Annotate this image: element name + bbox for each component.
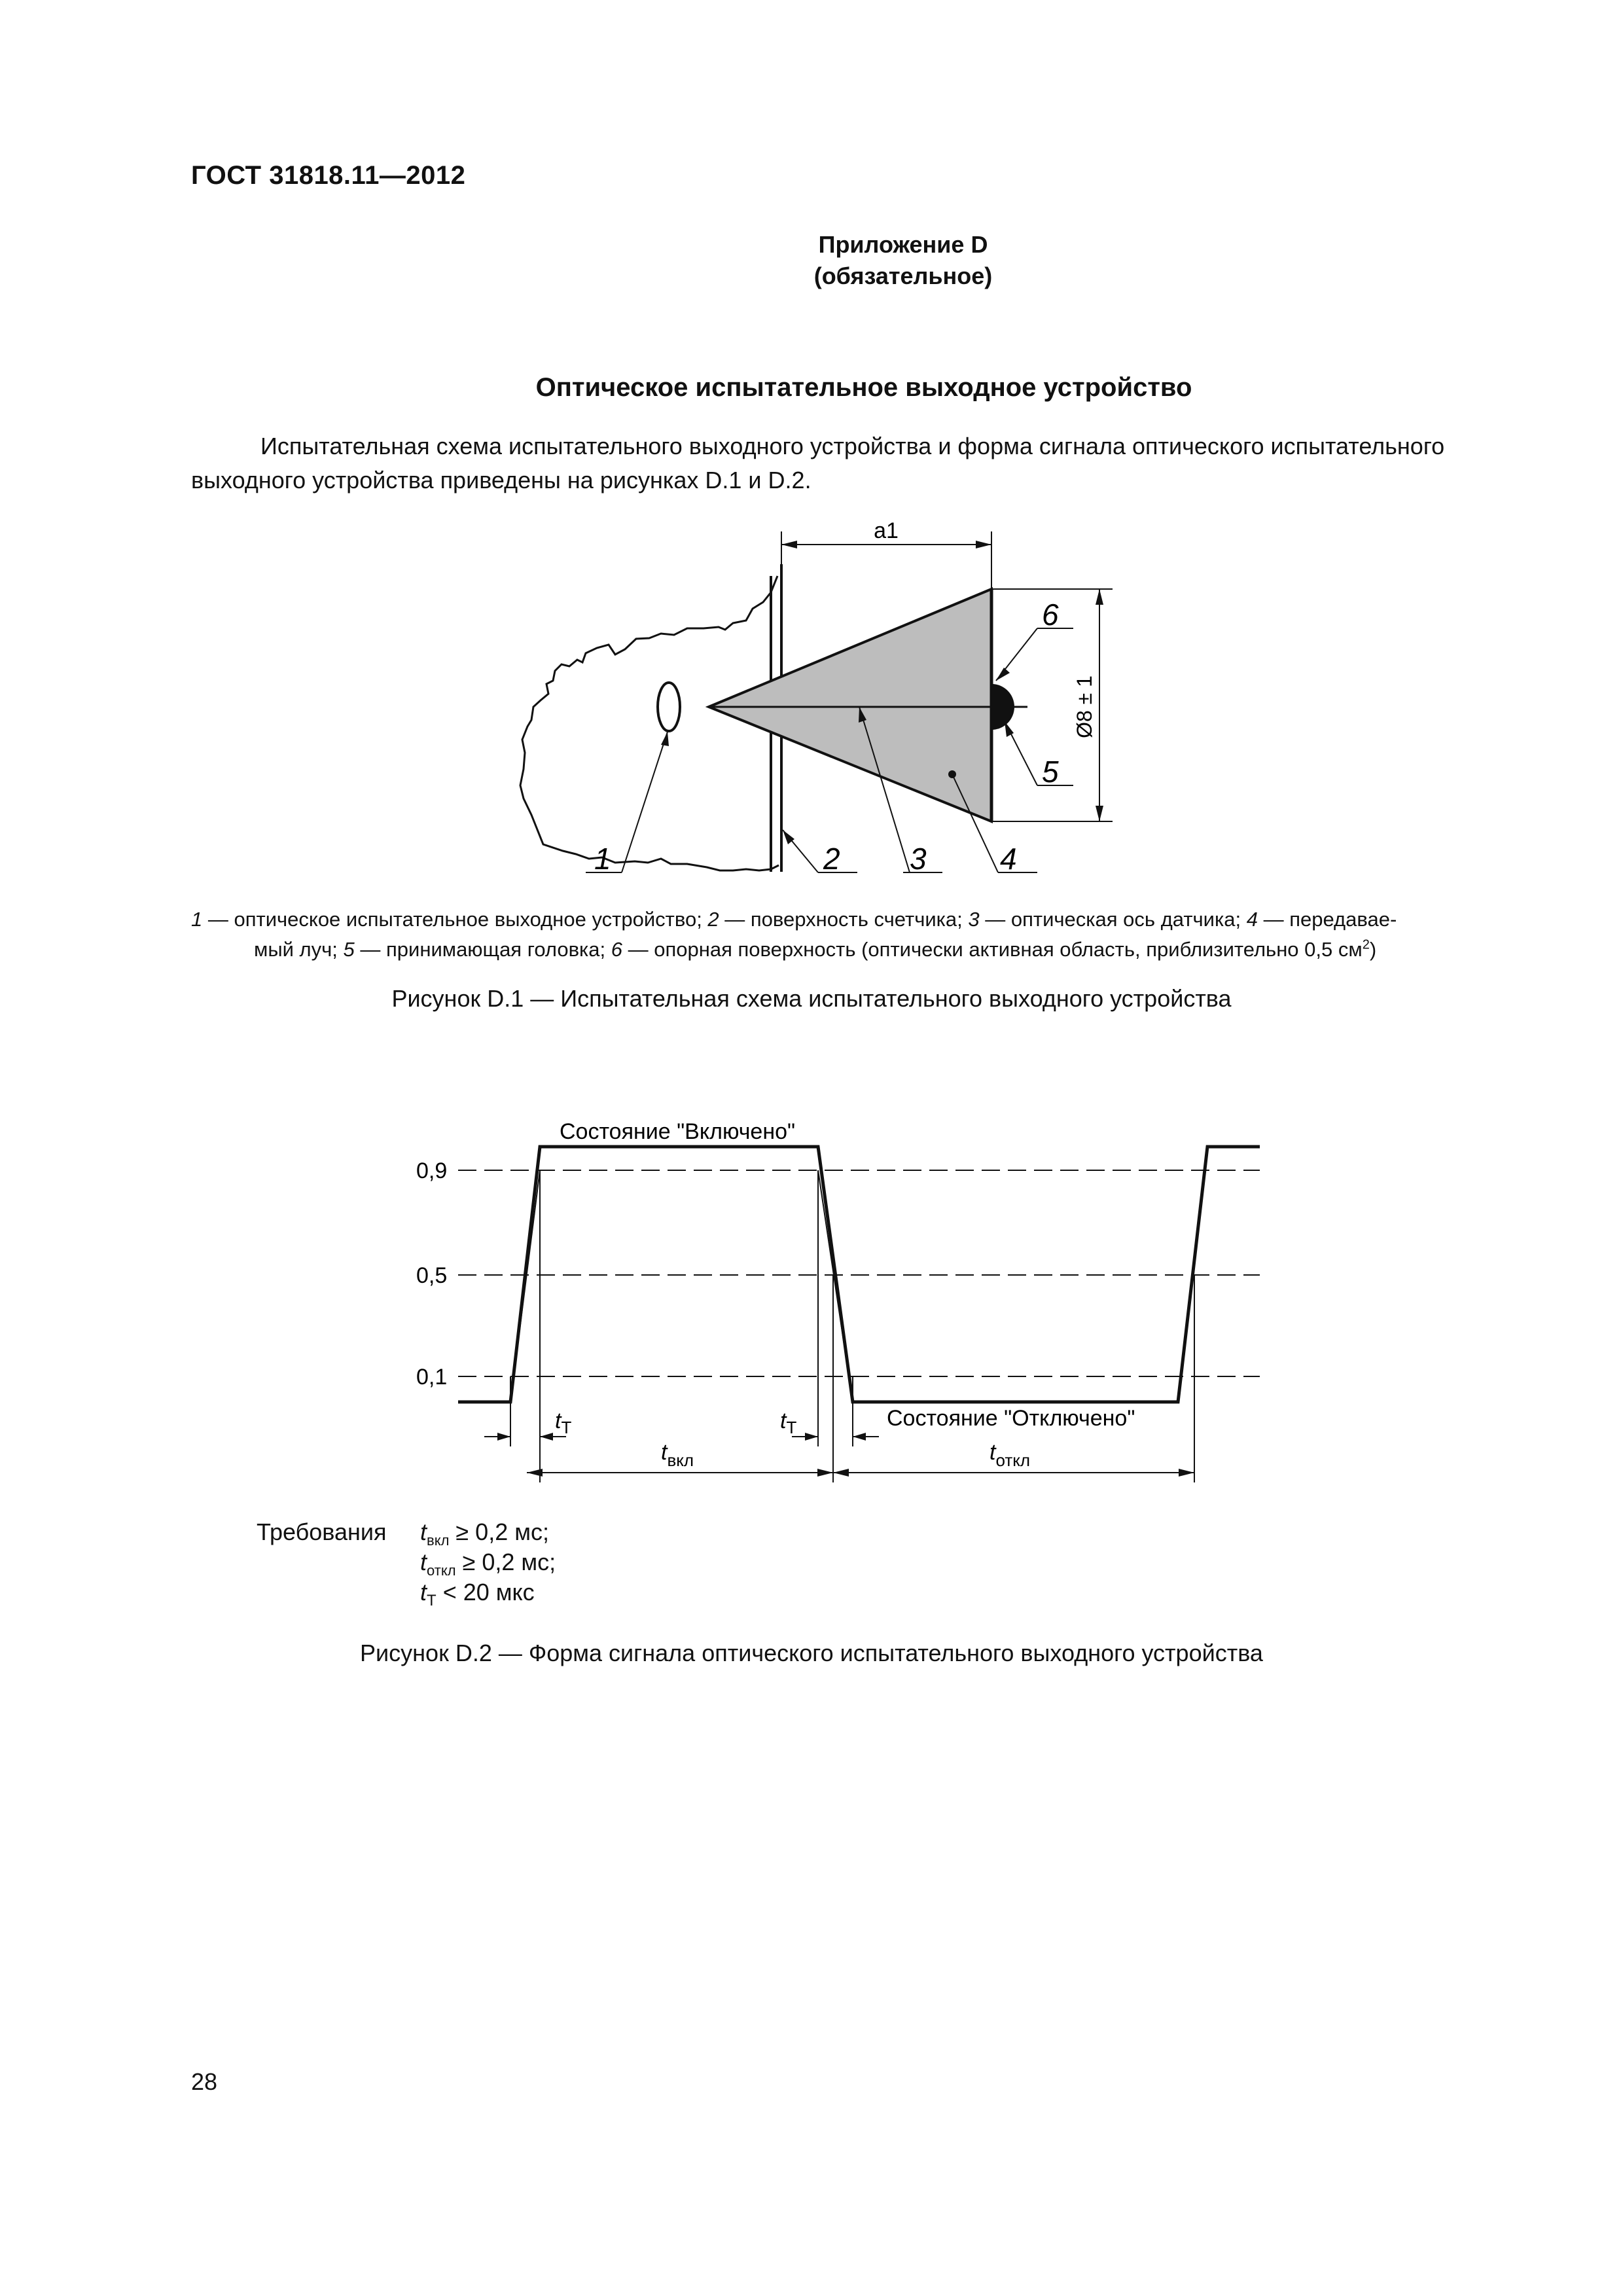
- appendix-status: (обязательное): [813, 262, 993, 289]
- level-0.5-label: 0,5: [416, 1263, 448, 1288]
- intro-paragraph-line2: выходного устройства приведены на рисунках D.1 и D.2.: [191, 467, 812, 493]
- requirement-t-on: $t_{вкл} \ge 0,2$ мс;: [420, 1518, 549, 1549]
- figure-d1-diagram: [0, 511, 1623, 890]
- leader-1-arrow: [661, 732, 669, 746]
- callout-6: 6: [1042, 598, 1059, 632]
- level-0.9-label: 0,9: [416, 1158, 448, 1183]
- level-0.1-label: 0,1: [416, 1365, 448, 1390]
- rise-guide: [510, 1170, 540, 1402]
- figure-d1-caption: Рисунок D.1 — Испытательная схема испытательного выходного устройства: [391, 985, 1232, 1012]
- dim-diameter-label: Ø8 ± 1: [1073, 675, 1096, 738]
- figure-d1-legend-line2: мый луч; 5 — принимающая головка; 6 — опорная поверхность (оптически активная область, приблизительно 0,5 $см^2$): [254, 937, 1377, 961]
- requirement-t-T: $t_T < 20$ мкс: [420, 1579, 535, 1610]
- callout-3: 3: [910, 842, 927, 876]
- fall-guide: [818, 1170, 853, 1402]
- figure-d2-caption: Рисунок D.2 — Форма сигнала оптического испытательного выходного устройства: [360, 1640, 1263, 1666]
- tT1-arrowhead-right: [540, 1433, 553, 1441]
- page-number: 28: [191, 2068, 218, 2095]
- section-title: Оптическое испытательное выходное устройство: [535, 373, 1192, 402]
- tT2-label: $t_T$: [780, 1408, 797, 1437]
- leader-6-arrow: [996, 668, 1010, 681]
- tT1-label: $t_T$: [555, 1408, 572, 1437]
- tT1-arrowhead-left: [497, 1433, 510, 1441]
- dim-dia-arrow-top: [1096, 589, 1103, 605]
- leader-1: [622, 732, 668, 872]
- t-off-arrow-right: [1179, 1469, 1194, 1477]
- figure-d1-legend: 1 — оптическое испытательное выходное устройство; 2 — поверхность счетчика; 3 — оптическая ось датчика; 4 — передавае-: [191, 908, 1397, 931]
- figure-d2-waveform: [0, 1113, 1623, 1492]
- dim-a1-arrow-right: [976, 541, 991, 548]
- callout-2: 2: [823, 842, 840, 876]
- appendix-title: Приложение D: [818, 231, 988, 258]
- t-on-arrow-left: [527, 1469, 543, 1477]
- t-off-label: $t_{откл}$: [990, 1440, 1031, 1470]
- state-on-label: Состояние "Включено": [560, 1119, 796, 1144]
- t-on-arrow-right: [817, 1469, 833, 1477]
- requirements-label: Требования: [257, 1518, 387, 1545]
- leader-5-arrow: [1005, 721, 1014, 737]
- transmitted-beam: [709, 589, 991, 821]
- tT2-arrowhead-right: [853, 1433, 866, 1441]
- callout-1: 1: [594, 842, 611, 876]
- intro-paragraph-line1: Испытательная схема испытательного выходного устройства и форма сигнала оптического испытательного: [260, 433, 1445, 459]
- optical-output-device: [658, 683, 680, 731]
- dim-dia-arrow-bottom: [1096, 806, 1103, 821]
- meter-housing-outline: [520, 576, 779, 870]
- document-id: ГОСТ 31818.11—2012: [191, 161, 466, 190]
- callout-4: 4: [1000, 842, 1017, 876]
- tT2-arrowhead-left: [805, 1433, 818, 1441]
- t-off-arrow-left: [833, 1469, 849, 1477]
- callout-5: 5: [1042, 755, 1059, 789]
- dim-a1-label: a1: [874, 518, 899, 543]
- t-on-label: $t_{вкл}$: [661, 1440, 694, 1470]
- state-off-label: Состояние "Отключено": [887, 1406, 1135, 1431]
- receiving-head: [991, 684, 1014, 730]
- requirement-t-off: $t_{откл} \ge 0,2$ мс;: [420, 1549, 556, 1579]
- dim-a1-arrow-left: [781, 541, 797, 548]
